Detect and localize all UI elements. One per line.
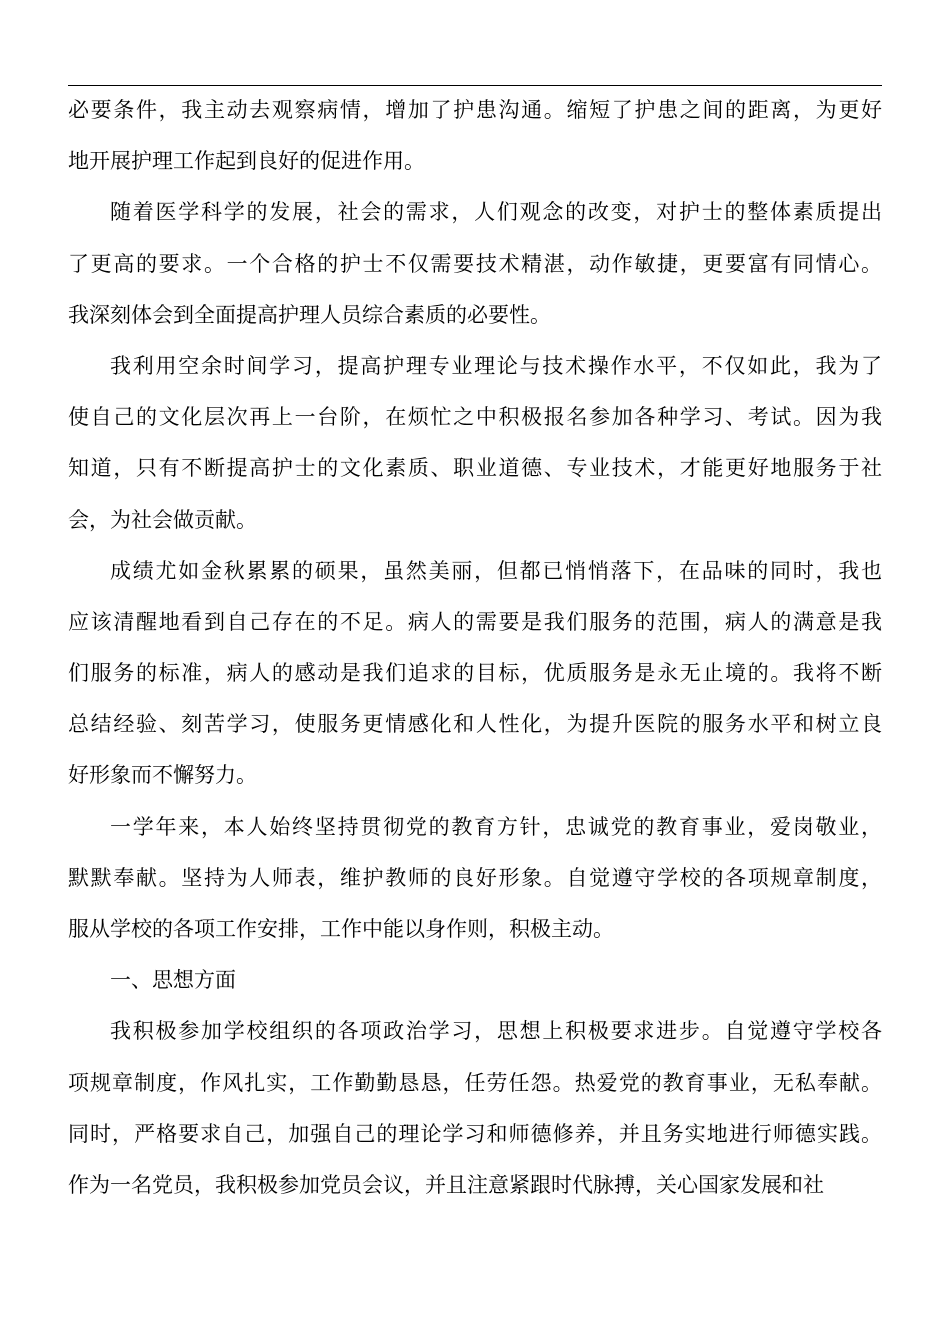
paragraph-line: 我积极参加学校组织的各项政治学习，思想上积极要求进步。自觉遵守学校各	[110, 1019, 882, 1044]
paragraph	[68, 348, 882, 553]
paragraph-line: 使自己的文化层次再上一台阶，在烦忙之中积极报名参加各种学习、考试。因为我	[68, 405, 882, 430]
body-text	[68, 92, 882, 1218]
paragraph-line: 项规章制度，作风扎实，工作勤勤恳恳，任劳任怨。热爱党的教育事业，无私奉献。	[68, 1070, 882, 1095]
paragraph-line: 作为一名党员，我积极参加党员会议，并且注意紧跟时代脉搏，关心国家发展和社	[68, 1172, 824, 1197]
paragraph-line: 好形象而不懈努力。	[68, 763, 257, 788]
paragraph-line: 必要条件，我主动去观察病情，增加了护患沟通。缩短了护患之间的距离，为更好	[68, 98, 882, 122]
paragraph	[68, 92, 882, 194]
paragraph-line: 同时，严格要求自己，加强自己的理论学习和师德修养，并且务实地进行师德实践。	[68, 1121, 882, 1146]
paragraph-line: 一、思想方面	[110, 968, 236, 993]
paragraph-line: 服从学校的各项工作安排，工作中能以身作则，积极主动。	[68, 917, 614, 941]
header-rule	[68, 85, 882, 86]
paragraph-line: 默默奉献。坚持为人师表，维护教师的良好形象。自觉遵守学校的各项规章制度，	[68, 865, 882, 890]
paragraph-line: 成绩尤如金秋累累的硕果，虽然美丽，但都已悄悄落下，在品味的同时，我也	[110, 558, 882, 583]
paragraph-line: 地开展护理工作起到良好的促进作用。	[68, 149, 425, 174]
paragraph-line: 随着医学科学的发展，社会的需求，人们观念的改变，对护士的整体素质提出	[110, 200, 882, 225]
paragraph	[68, 809, 882, 963]
paragraph-line: 我深刻体会到全面提高护理人员综合素质的必要性。	[68, 302, 551, 327]
paragraph-line: 们服务的标准，病人的感动是我们追求的目标，优质服务是永无止境的。我将不断	[68, 661, 882, 686]
paragraph	[68, 194, 882, 348]
paragraph	[68, 962, 882, 1013]
paragraph-line: 了更高的要求。一个合格的护士不仅需要技术精湛，动作敏捷，更要富有同情心。	[68, 251, 882, 276]
paragraph-line: 知道，只有不断提高护士的文化素质、职业道德、专业技术，才能更好地服务于社	[68, 456, 882, 481]
paragraph-line: 应该清醒地看到自己存在的不足。病人的需要是我们服务的范围，病人的满意是我	[68, 609, 882, 634]
paragraph	[68, 1013, 882, 1218]
paragraph-line: 会，为社会做贡献。	[68, 507, 257, 532]
paragraph-line: 总结经验、刻苦学习，使服务更情感化和人性化，为提升医院的服务水平和树立良	[68, 712, 882, 737]
paragraph	[68, 553, 882, 809]
paragraph-line: 我利用空余时间学习，提高护理专业理论与技术操作水平，不仅如此，我为了	[110, 353, 882, 378]
paragraph-line: 一学年来，本人始终坚持贯彻党的教育方针，忠诚党的教育事业，爱岗敬业，	[110, 814, 882, 839]
